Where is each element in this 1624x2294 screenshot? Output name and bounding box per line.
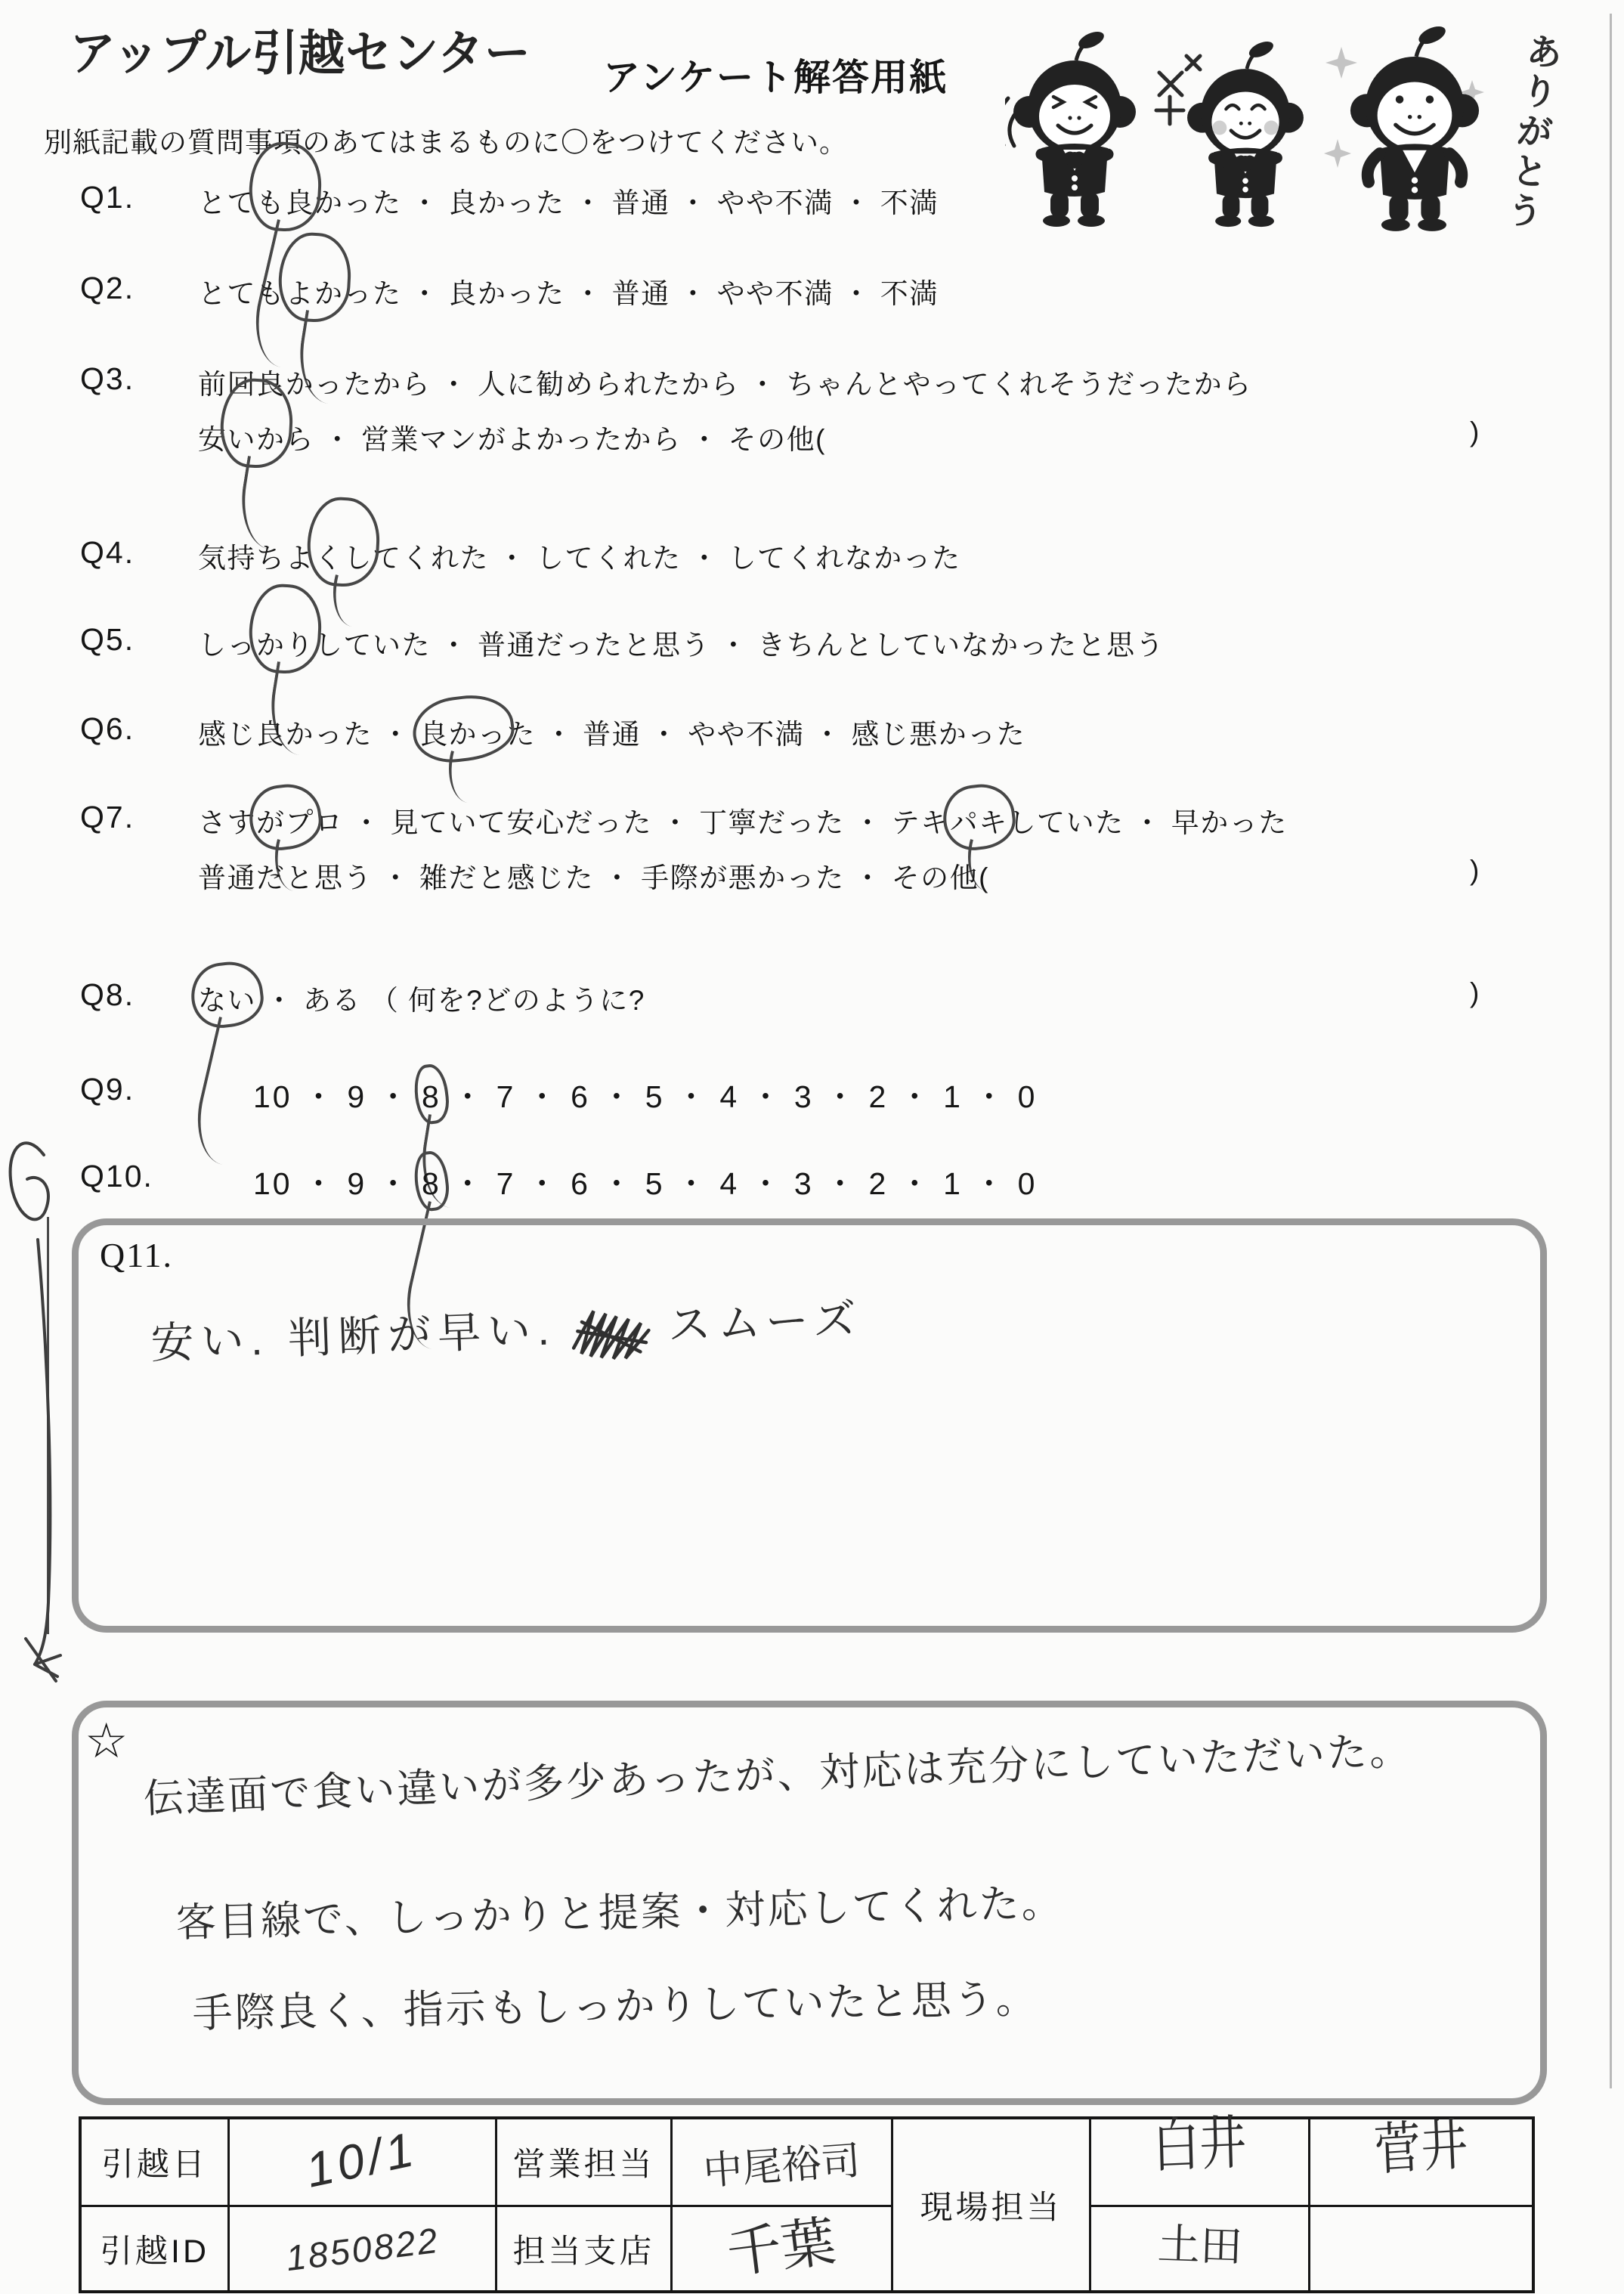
handwritten-circle-mark: がプ (256, 800, 314, 841)
question-4-options-line-1 (198, 535, 961, 576)
question-label-2: Q2. (80, 271, 135, 305)
branch-label-cell: 担当支店 (495, 2205, 670, 2290)
site-crew-cell-4 (1308, 2205, 1532, 2290)
sparkle-cross-doodles-icon (1156, 56, 1200, 124)
sales-rep-value-cell (670, 2119, 891, 2205)
question-3-options-line-2 (198, 416, 1480, 457)
option-text: ロ ・ 見ていて安心だった ・ 丁寧だった ・ テキ (314, 807, 950, 838)
branch-handwriting: 千葉 (724, 2211, 840, 2285)
handwritten-circle-mark: いか (227, 416, 286, 457)
question-9-options-line-1 (253, 1072, 1037, 1116)
mascot-monkey-1 (1013, 28, 1136, 227)
option-text: しっ (198, 630, 256, 661)
question-7-options-line-2 (198, 855, 1480, 896)
option-text: 安 (198, 424, 227, 455)
motion-lines-icon (1005, 98, 1017, 146)
closing-paren: ) (1470, 977, 1480, 1008)
mascot-monkey-2 (1187, 39, 1304, 227)
move-id-handwriting: 1850822 (283, 2219, 441, 2278)
handwritten-circle-mark: ない (198, 977, 256, 1018)
option-text: た ・ 普通 ・ やや不満 ・ 感じ悪かった (506, 719, 1026, 750)
question-3-options-line-1 (198, 361, 1252, 402)
thanks-vertical-text: ありがとう (1499, 29, 1564, 234)
option-text: 感じ良かった ・ (198, 719, 420, 750)
question-label-8: Q8. (80, 977, 135, 1012)
site-crew-name-1: 白井 (1152, 2110, 1248, 2180)
option-text: てくれた ・ してくれた ・ してくれなかった (373, 543, 961, 574)
option-text: ・ ある （ 何を?どのように? (256, 985, 645, 1016)
scan-edge-line (1610, 14, 1612, 2088)
option-text: とて (198, 187, 256, 218)
handwritten-circle-mark: かり (256, 622, 314, 663)
question-label-9: Q9. (80, 1072, 135, 1107)
question-label-3: Q3. (80, 361, 135, 396)
star-handwritten-line-3: 手際良く、指示もしっかりしていたと思う。 (192, 1977, 1039, 2036)
sparkle-icons (1324, 47, 1484, 168)
option-text: ・ 7 ・ 6 ・ 5 ・ 4 ・ 3 ・ 2 ・ 1 ・ 0 (441, 1079, 1038, 1114)
question-1-options-line-1 (198, 180, 939, 221)
site-crew-label-cell: 現場担当 (891, 2119, 1089, 2290)
option-text: ら ・ 営業マンがよかったから ・ その他( (285, 424, 826, 455)
footer-info-table (79, 2110, 1535, 2293)
question-6-options-line-1 (198, 711, 1025, 752)
question-label-7: Q7. (80, 800, 135, 834)
star-icon: ☆ (85, 1714, 128, 1768)
handwritten-circle-mark: 8 (421, 1079, 441, 1114)
question-2-options-line-1 (198, 271, 939, 311)
move-id-label-cell: 引越ID (82, 2205, 227, 2290)
option-text: 普通だと思う ・ 雑だと感じた ・ 手際が悪かった ・ その他( (198, 862, 989, 893)
star-handwritten-line-2: 客目線で、しっかりと提案・対応してくれた。 (175, 1881, 1065, 1946)
question-7-options-line-1 (198, 800, 1288, 841)
handwritten-circle-mark: よか (286, 271, 344, 311)
q11-handwriting-part1: 安い. 判断が早い. (150, 1305, 557, 1368)
site-crew-name-3: 土田 (1156, 2220, 1243, 2271)
option-text: った ・ 良かった ・ 普通 ・ やや不満 ・ 不満 (343, 278, 939, 309)
handwritten-circle-mark: も良 (256, 180, 314, 221)
question-10-options-line-1 (253, 1159, 1037, 1203)
site-crew-name-2: 菅井 (1373, 2113, 1470, 2182)
closing-paren: ) (1470, 416, 1480, 447)
question-8-options-line-1 (198, 977, 1480, 1018)
sales-rep-handwriting: 中尾裕司 (702, 2138, 862, 2194)
site-crew-cell-3 (1089, 2205, 1308, 2290)
option-text: 前回良かったから ・ 人に勧められたから ・ ちゃんとやってくれそうだったから (198, 369, 1252, 400)
closing-paren: ) (1470, 855, 1480, 886)
handwritten-circle-mark: くし (314, 535, 373, 576)
option-text: していた ・ 早かった (1007, 807, 1288, 838)
question-5-options-line-1 (198, 622, 1165, 663)
handwritten-circle-mark: 8 (421, 1166, 441, 1201)
q11-comment-box (72, 1218, 1547, 1633)
option-text: ・ 7 ・ 6 ・ 5 ・ 4 ・ 3 ・ 2 ・ 1 ・ 0 (441, 1166, 1038, 1201)
mascot-monkeys-illustration (1005, 17, 1549, 255)
instruction-text: 別紙記載の質問事項のあてはまるものに〇をつけてください。 (44, 127, 848, 158)
page-subtitle: アンケート解答用紙 (603, 57, 948, 98)
option-text: さす (198, 807, 256, 838)
site-crew-cell-1 (1089, 2110, 1308, 2205)
mascot-monkey-3 (1350, 23, 1479, 231)
move-date-label-cell: 引越日 (101, 2147, 208, 2183)
move-id-value-cell (227, 2205, 495, 2290)
option-text: 気持ちよ (198, 543, 314, 574)
sales-rep-label-cell: 営業担当 (495, 2119, 670, 2205)
star-handwritten-line-1: 伝達面で食い違いが多少あったが、対応は充分にしていただいた。 (142, 1728, 1413, 1822)
move-date-handwriting: 10/1 (301, 2120, 422, 2198)
move-date-value-cell (227, 2119, 495, 2205)
handwritten-circle-mark: パキ (950, 800, 1008, 841)
option-text: 10 ・ 9 ・ (253, 1166, 422, 1201)
site-crew-cell-2 (1308, 2113, 1532, 2205)
option-text: かった ・ 良かった ・ 普通 ・ やや不満 ・ 不満 (314, 187, 939, 218)
question-label-5: Q5. (80, 622, 135, 657)
fold-line-artifact (47, 1217, 49, 1634)
q11-label: Q11. (100, 1236, 174, 1274)
branch-value-cell (670, 2205, 891, 2290)
option-text: 10 ・ 9 ・ (253, 1079, 422, 1114)
page-title: アップル引越センター (70, 26, 531, 81)
question-label-6: Q6. (80, 711, 135, 746)
option-text: とても (198, 278, 286, 309)
option-text: していた ・ 普通だったと思う ・ きちんとしていなかったと思う (314, 630, 1165, 661)
handwritten-circle-mark: 良かっ (419, 711, 507, 752)
question-label-1: Q1. (80, 180, 135, 215)
scratched-out-word-mark (566, 1303, 659, 1365)
q11-handwriting-part2: スムーズ (667, 1295, 864, 1351)
question-label-4: Q4. (80, 535, 135, 570)
question-label-10: Q10. (80, 1159, 153, 1193)
